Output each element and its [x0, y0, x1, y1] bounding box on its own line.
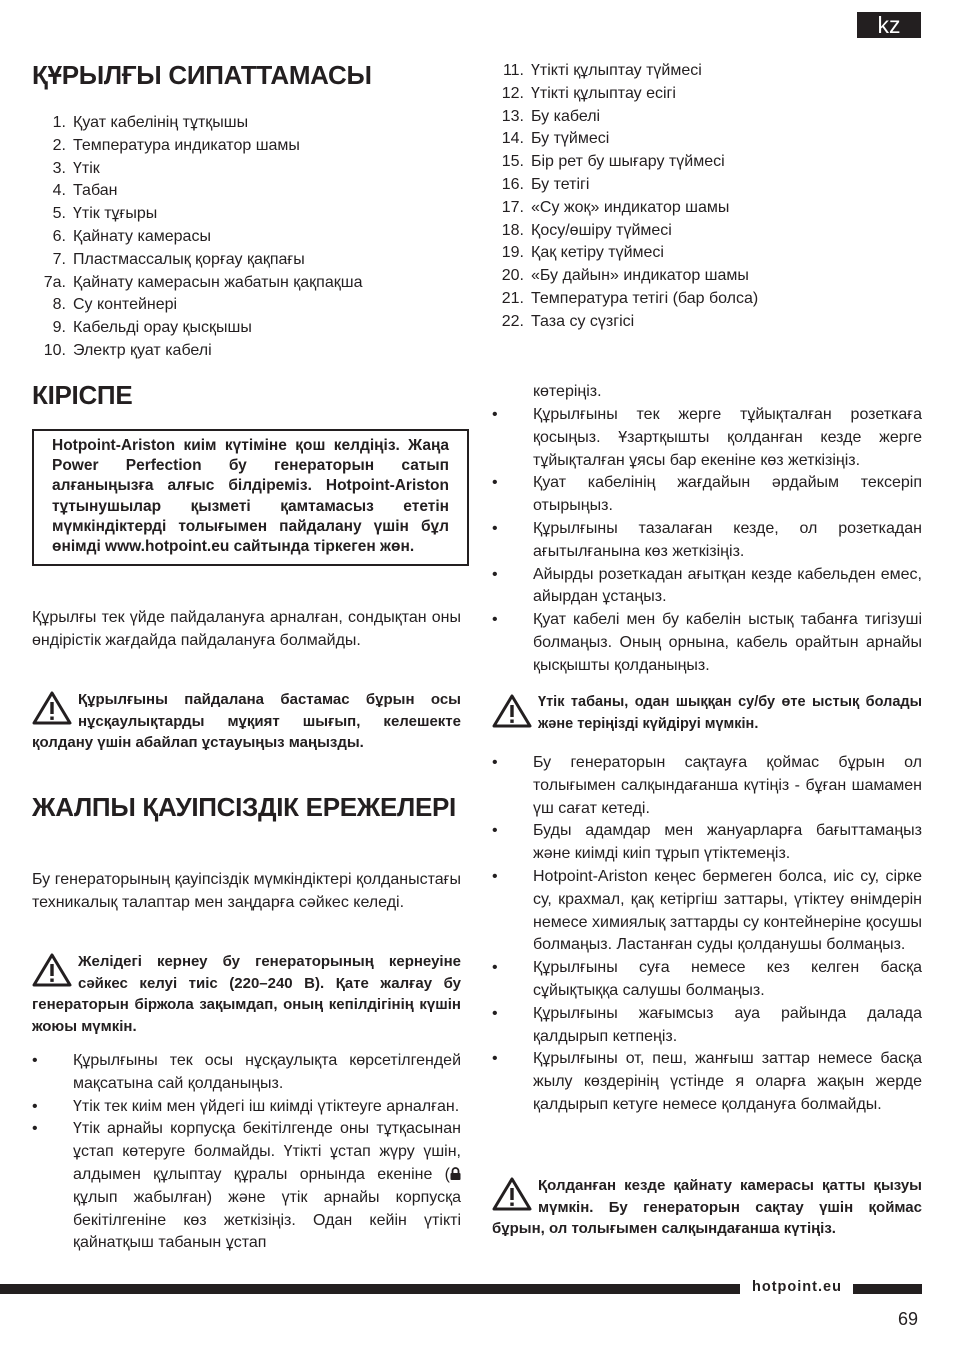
list-item: • Құрылғыны от, пеш, жанғыш заттар немесе басқа жылу көздерінің үстінде я оларға жақын жерде қалдырып кетуге немесе қолдануға болмайды.	[492, 1050, 922, 1113]
warning-cool-down	[492, 1175, 922, 1240]
safety-features-text: Бу генераторының қауіпсіздік мүмкіндіктері қолданыстағы техникалық талаптар мен заңдарға сәйкес келеді.	[32, 871, 461, 911]
list-item: 1. Қуат кабелінің тұтқышы	[52, 114, 249, 131]
lock-icon	[450, 1167, 461, 1180]
list-item: • Үтік тек киім мен үйдегі іш киімді үтіктеуге арналған.	[32, 1097, 460, 1115]
list-item: 10. Электр қуат кабелі	[43, 341, 212, 359]
list-item: 20. «Бу дайын» индикатор шамы	[501, 267, 749, 285]
warning-triangle-icon	[32, 691, 72, 725]
list-item: 11. Үтікті құлыптау түймесі	[502, 62, 702, 79]
device-description-heading: ҚҰРЫЛҒЫ СИПАТТАМАСЫ	[32, 60, 372, 90]
list-item: 4. Табан	[52, 182, 118, 200]
list-item: 6. Қайнату камерасы	[52, 227, 211, 245]
footer-brand: hotpoint.eu	[752, 1279, 842, 1295]
list-item: 8. Су контейнері	[52, 296, 178, 314]
list-item: 7a. Қайнату камерасын жабатын қақпақша	[43, 273, 363, 291]
warning-voltage	[32, 951, 461, 1038]
list-item: 16. Бу тетігі	[501, 175, 590, 193]
list-item: • Бу генераторын сақтауға қоймас бұрын ол толығымен салқындағанша күтіңіз - бұған шамамен үш сағат кетеді.	[492, 754, 922, 817]
parts-list-left	[32, 112, 452, 363]
language-badge: kz	[857, 12, 921, 38]
list-item: 12. Үтікті құлыптау есігі	[501, 84, 676, 102]
list-item: • Құрылғыны жағымсыз ауа райында далада қалдырып кетпеңіз.	[492, 1004, 922, 1045]
list-item: 15. Бір рет бу шығару түймесі	[501, 153, 725, 171]
list-item: 5. Үтік тұғыры	[52, 205, 158, 223]
welcome-box	[32, 429, 469, 566]
parts-list-right	[490, 60, 920, 334]
warning-hot-soleplate	[492, 692, 922, 735]
warning-triangle-icon	[32, 953, 72, 987]
safety-bullets-right-a	[492, 404, 922, 678]
list-item: 18. Қосу/өшіру түймесі	[501, 221, 672, 239]
list-item: • Құрылғыны тек осы нұсқаулықта көрсетілгендей мақсатына сай қолданыңыз.	[32, 1052, 461, 1092]
warning-triangle-icon	[492, 1177, 532, 1211]
page-number: 69	[898, 1309, 919, 1329]
list-item: 17. «Су жоқ» индикатор шамы	[501, 198, 730, 216]
footer-rule-left	[0, 1284, 740, 1294]
list-item: 19. Қақ кетіру түймесі	[501, 244, 664, 262]
warning-text: Қолданған кезде қайнату камерасы қатты қызуы мүмкін. Бу генераторын сақтау үшін қоймас бұрын, ол толығымен салқындағанша күтіңіз.	[492, 1177, 922, 1238]
list-item: 22. Таза су сүзгісі	[501, 312, 635, 330]
introduction-heading: КІРІСПЕ	[32, 380, 133, 410]
safety-features-paragraph	[32, 869, 461, 915]
list-item: 21. Температура тетігі (бар болса)	[501, 289, 759, 307]
list-item: 7. Пластмассалық қорғау қақпағы	[52, 250, 305, 268]
list-item: • Қуат кабелі мен бу кабелін ыстық табанға тигізуші болмаңыз. Оның орнына, кабель орайтын арнайы қысқышты қолданыңыз.	[492, 611, 922, 674]
welcome-text: Hotpoint-Ariston киім күтіміне қош келдіңіз. Жаңа Power Perfection бу генераторын сатып алғаныңызға алғыс білдіреміз. Hotpoint-Ariston тұтынушылар қызметі қамтамасыз ететін мүмкіндіктерді толығымен пайдалану үшін бұл өнімді www.hotpoint.eu сайтында тіркеген жөн.	[52, 437, 449, 556]
warning-triangle-icon	[492, 694, 532, 728]
continuation-text: көтеріңіз.	[533, 383, 602, 400]
list-item: 3. Үтік	[52, 159, 100, 177]
list-item: • Қуат кабелінің жағдайын әрдайым тексеріп отырыңыз.	[492, 474, 922, 515]
safety-bullets-right-b	[492, 752, 922, 1117]
list-item: 9. Кабельді орау қысқышы	[52, 319, 252, 337]
list-item: • Құрылғыны тазалаған кезде, ол розеткадан ағытылғанына көз жеткізіңіз.	[492, 519, 922, 560]
footer-rule-right	[853, 1284, 922, 1294]
list-item: 13. Бу кабелі	[501, 107, 601, 125]
warning-text: Үтік табаны, одан шыққан су/бу өте ыстық болады және теріңізді күйдіруі мүмкін.	[538, 694, 922, 732]
list-item: • Құрылғыны тек жерге тұйықталған розеткаға қосыңыз. Ұзартқышты қолданған кезде жерге тұйықталған ұясы бар екеніне көз жеткізіңіз.	[492, 406, 922, 469]
safety-rules-heading: ЖАЛПЫ ҚАУІПСІЗДІК ЕРЕЖЕЛЕРІ	[32, 792, 456, 822]
warning-text: Желідегі кернеу бу генераторының кернеуіне сәйкес келуі тиіс (220–240 В). Қате жалғау бу генераторын біржола зақымдап, оның кепілдігінің күшін жоюы мүмкін.	[32, 953, 461, 1036]
list-item: • Айырды розеткадан ағытқан кезде кабельден емес, айырдан ұстаңыз.	[492, 565, 922, 606]
list-item: 2. Температура индикатор шамы	[52, 136, 300, 154]
home-use-text: Құрылғы тек үйде пайдалануға арналған, сондықтан оны өндірістік жағдайда пайдалануға болмайды.	[32, 609, 461, 649]
warning-text: Құрылғыны пайдалана бастамас бұрын осы нұсқаулықтарды мұқият шығып, келешекте қолдану үшін абайлап ұстауыңыз маңызды.	[32, 691, 461, 752]
list-item: • Буды адамдар мен жануарларға бағыттамаңыз және киімді киіп тұрып үтіктемеңіз.	[492, 822, 922, 863]
list-item: 14. Бу түймесі	[501, 130, 610, 148]
warning-read-instructions	[32, 689, 461, 754]
home-use-paragraph	[32, 607, 461, 653]
list-item: • Hotpoint-Ariston кеңес бермеген болса, иіс су, сірке су, крахмал, қақ кетіргіш заттары, үтіктеу өнімдерін немесе химиялық заттарды су контейнеріне қосушы болмаңыз. Ластанған суды қолданушы болмаңыз.	[492, 867, 922, 954]
list-item: • Құрылғыны суға немесе кез келген басқа сұйықтыққа салушы болмаңыз.	[492, 959, 922, 999]
safety-bullets-left	[32, 1050, 461, 1255]
list-item: • Үтік арнайы корпусқа бекітілгенде оны тұтқасынан ұстап көтеруге болмайды. Үтікті ұстап жүру үшін, алдымен құлыптау құралы орнында екеніне (құлып жабылған) және үтік арнайы корпусқа бекітілгеніне көз жеткізіңіз. Одан кейін үтікті қайнатқыш табанын ұстап	[32, 1120, 461, 1252]
